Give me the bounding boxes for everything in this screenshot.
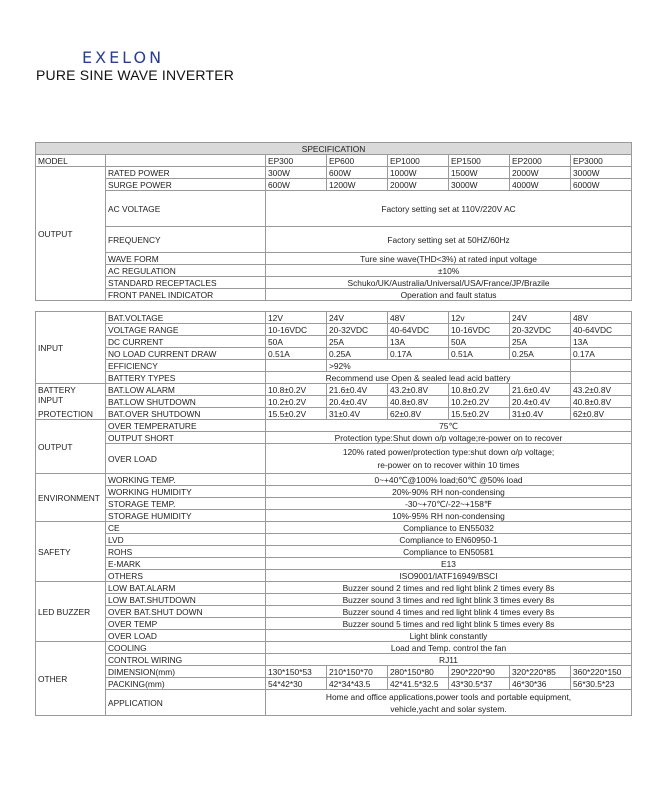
value-cell: 10-16VDC xyxy=(266,324,327,336)
row-label: E-MARK xyxy=(106,558,266,570)
spec-row xyxy=(36,396,632,408)
value-cell: 20-32VDC xyxy=(327,324,388,336)
row-label: FRONT PANEL INDICATOR xyxy=(106,289,266,301)
row-label: BAT.OVER SHUTDOWN xyxy=(106,408,266,420)
spec-row xyxy=(36,690,632,716)
spec-row xyxy=(36,420,632,432)
spec-row xyxy=(36,167,632,179)
row-label: STANDARD RECEPTACLES xyxy=(106,277,266,289)
value-cell: 13A xyxy=(571,336,632,348)
value-cell: 50A xyxy=(449,336,510,348)
row-label: OVER BAT.SHUT DOWN xyxy=(106,606,266,618)
value-cell: 10%-95% RH non-condensing xyxy=(266,510,632,522)
value-cell: 40-64VDC xyxy=(388,324,449,336)
value-cell: >92% xyxy=(327,360,571,372)
row-label: BAT.LOW ALARM xyxy=(106,384,266,396)
value-cell: 62±0.8V xyxy=(571,408,632,420)
value-cell: 21.6±0.4V xyxy=(327,384,388,396)
spec-row xyxy=(36,498,632,510)
row-label: EFFICIENCY xyxy=(106,360,266,372)
row-label: APPLICATION xyxy=(106,690,266,716)
value-cell: 62±0.8V xyxy=(388,408,449,420)
value-cell: 31±0.4V xyxy=(510,408,571,420)
row-label: OTHERS xyxy=(106,570,266,582)
value-line: Home and office applications,power tools and portable equipment, xyxy=(325,691,572,702)
value-cell: Protection type:Shut down o/p voltage;re-power on to recover xyxy=(266,432,632,444)
spec-row xyxy=(36,666,632,678)
value-cell: Buzzer sound 4 times and red light blink 4 times every 8s xyxy=(266,606,632,618)
value-cell: 3000W xyxy=(449,179,510,191)
group-label-environment: ENVIRONMENT xyxy=(36,474,106,522)
spec-row xyxy=(36,654,632,666)
value-cell: 3000W xyxy=(571,167,632,179)
value-cell: -30~+70℃/-22~+158℉ xyxy=(266,498,632,510)
value-cell: 600W xyxy=(327,167,388,179)
spec-row xyxy=(36,546,632,558)
spec-row xyxy=(36,227,632,253)
row-label: VOLTAGE RANGE xyxy=(106,324,266,336)
value-cell: 25A xyxy=(510,336,571,348)
model-cell: EP300 xyxy=(266,155,327,167)
value-cell-blank xyxy=(571,360,632,372)
row-label: STORAGE HUMIDITY xyxy=(106,510,266,522)
row-label: COOLING xyxy=(106,642,266,654)
row-label: WORKING HUMIDITY xyxy=(106,486,266,498)
value-cell: 13A xyxy=(388,336,449,348)
model-row xyxy=(36,155,632,167)
value-cell: Factory setting set at 110V/220V AC xyxy=(266,191,632,227)
value-cell-blank xyxy=(571,372,632,384)
row-label: AC VOLTAGE xyxy=(106,191,266,227)
group-label-output-protection: OUTPUT xyxy=(36,420,106,474)
value-cell: 10.2±0.2V xyxy=(449,396,510,408)
value-cell: 280*150*80 xyxy=(388,666,449,678)
group-label-input: INPUT xyxy=(36,312,106,384)
spec-row xyxy=(36,348,632,360)
value-cell: 20.4±0.4V xyxy=(510,396,571,408)
value-cell: 0.17A xyxy=(571,348,632,360)
row-label: BAT.LOW SHUTDOWN xyxy=(106,396,266,408)
model-label-blank xyxy=(106,155,266,167)
row-label: WAVE FORM xyxy=(106,253,266,265)
group-label-line: BATTERY INPUT xyxy=(38,384,76,405)
value-cell: 2000W xyxy=(510,167,571,179)
value-cell: 20%-90% RH non-condensing xyxy=(266,486,632,498)
value-cell: Schuko/UK/Australia/Universal/USA/France/JP/Brazile xyxy=(266,277,632,289)
spec-row xyxy=(36,618,632,630)
spec-row xyxy=(36,289,632,301)
group-label-battery-protection xyxy=(36,384,106,420)
spec-row xyxy=(36,510,632,522)
value-cell: 12v xyxy=(449,312,510,324)
row-label: LOW BAT.ALARM xyxy=(106,582,266,594)
value-cell: Compliance to EN50581 xyxy=(266,546,632,558)
value-cell: 43.2±0.8V xyxy=(571,384,632,396)
value-cell: 2000W xyxy=(388,179,449,191)
value-cell: Buzzer sound 5 times and red light blink 5 times every 8s xyxy=(266,618,632,630)
row-label: CE xyxy=(106,522,266,534)
page-subtitle: PURE SINE WAVE INVERTER xyxy=(36,67,235,83)
group-label-line: PROTECTION xyxy=(38,408,93,419)
row-label: FREQUENCY xyxy=(106,227,266,253)
spec-row xyxy=(36,312,632,324)
row-label: OUTPUT SHORT xyxy=(106,432,266,444)
value-cell: 10-16VDC xyxy=(449,324,510,336)
row-label: OVER LOAD xyxy=(106,444,266,474)
model-cell: EP1000 xyxy=(388,155,449,167)
value-cell-blank xyxy=(266,360,327,372)
specification-table-continued xyxy=(35,311,632,716)
value-cell: 6000W xyxy=(571,179,632,191)
value-line: 120% rated power/protection type:shut down o/p voltage; xyxy=(342,447,555,457)
value-cell: 320*220*85 xyxy=(510,666,571,678)
value-cell: ISO9001/IATF16949/BSCI xyxy=(266,570,632,582)
value-cell: 24V xyxy=(510,312,571,324)
row-label: AC REGULATION xyxy=(106,265,266,277)
spec-row xyxy=(36,522,632,534)
value-cell: 10.8±0.2V xyxy=(266,384,327,396)
spec-row xyxy=(36,336,632,348)
value-line: vehicle,yacht and solar system. xyxy=(390,703,507,714)
value-cell: 54*42*30 xyxy=(266,678,327,690)
spec-row xyxy=(36,408,632,420)
value-cell: 360*220*150 xyxy=(571,666,632,678)
spec-row xyxy=(36,570,632,582)
spec-row xyxy=(36,534,632,546)
value-cell: 0.25A xyxy=(327,348,388,360)
spec-row xyxy=(36,253,632,265)
value-cell: 48V xyxy=(388,312,449,324)
model-cell: EP2000 xyxy=(510,155,571,167)
value-cell: Factory setting set at 50HZ/60Hz xyxy=(266,227,632,253)
model-cell: EP1500 xyxy=(449,155,510,167)
spec-row xyxy=(36,384,632,396)
value-cell: 10.2±0.2V xyxy=(266,396,327,408)
value-cell: Ture sine wave(THD<3%) at rated input voltage xyxy=(266,253,632,265)
row-label: DC CURRENT xyxy=(106,336,266,348)
value-cell: 0~+40℃@100% load;60℃ @50% load xyxy=(266,474,632,486)
row-label: OVER TEMP xyxy=(106,618,266,630)
spec-row xyxy=(36,594,632,606)
row-label: RATED POWER xyxy=(106,167,266,179)
value-cell: 130*150*53 xyxy=(266,666,327,678)
value-cell: 0.17A xyxy=(388,348,449,360)
value-cell: 12V xyxy=(266,312,327,324)
spec-row xyxy=(36,277,632,289)
value-cell: 25A xyxy=(327,336,388,348)
brand-logo: EXELON xyxy=(82,48,165,67)
value-cell: 24V xyxy=(327,312,388,324)
value-cell: 40.8±0.8V xyxy=(388,396,449,408)
group-label-output: OUTPUT xyxy=(36,167,106,301)
spec-row xyxy=(36,265,632,277)
value-cell: 46*30*36 xyxy=(510,678,571,690)
specification-table xyxy=(35,142,632,301)
value-cell: 20.4±0.4V xyxy=(327,396,388,408)
row-label: OVER TEMPERATURE xyxy=(106,420,266,432)
group-label-safety: SAFETY xyxy=(36,522,106,582)
spec-row xyxy=(36,606,632,618)
model-cell: EP3000 xyxy=(571,155,632,167)
spec-header-row xyxy=(36,143,632,155)
row-label: STORAGE TEMP. xyxy=(106,498,266,510)
value-cell: 290*220*90 xyxy=(449,666,510,678)
spec-row xyxy=(36,191,632,227)
value-line: re-power on to recover within 10 times xyxy=(377,460,520,470)
row-label: LVD xyxy=(106,534,266,546)
value-cell: E13 xyxy=(266,558,632,570)
row-label: BATTERY TYPES xyxy=(106,372,266,384)
value-cell: Buzzer sound 3 times and red light blink 3 times every 8s xyxy=(266,594,632,606)
row-label: DIMENSION(mm) xyxy=(106,666,266,678)
spec-row xyxy=(36,678,632,690)
spec-row xyxy=(36,486,632,498)
spec-row xyxy=(36,642,632,654)
value-cell: 42*41.5*32.5 xyxy=(388,678,449,690)
spec-row xyxy=(36,372,632,384)
spec-row xyxy=(36,444,632,474)
value-cell: 15.5±0.2V xyxy=(266,408,327,420)
value-cell: 1200W xyxy=(327,179,388,191)
spec-row xyxy=(36,630,632,642)
spec-row xyxy=(36,324,632,336)
row-label: WORKING TEMP. xyxy=(106,474,266,486)
group-label-other: OTHER xyxy=(36,642,106,716)
value-cell: 42*34*43.5 xyxy=(327,678,388,690)
model-label: MODEL xyxy=(36,155,106,167)
row-label: PACKING(mm) xyxy=(106,678,266,690)
value-cell: 15.5±0.2V xyxy=(449,408,510,420)
value-cell: 43*30.5*37 xyxy=(449,678,510,690)
value-cell: 0.25A xyxy=(510,348,571,360)
value-cell: 1500W xyxy=(449,167,510,179)
value-cell: 40.8±0.8V xyxy=(571,396,632,408)
value-cell: 0.51A xyxy=(266,348,327,360)
spec-row xyxy=(36,582,632,594)
value-cell: Buzzer sound 2 times and red light blink 2 times every 8s xyxy=(266,582,632,594)
spec-row xyxy=(36,432,632,444)
value-cell: 600W xyxy=(266,179,327,191)
value-cell: Light blink constantly xyxy=(266,630,632,642)
spec-row xyxy=(36,558,632,570)
value-cell: 4000W xyxy=(510,179,571,191)
value-cell: 43.2±0.8V xyxy=(388,384,449,396)
value-cell: 40-64VDC xyxy=(571,324,632,336)
value-cell: Operation and fault status xyxy=(266,289,632,301)
value-cell: RJ11 xyxy=(266,654,632,666)
spec-header: SPECIFICATION xyxy=(36,143,632,155)
value-cell: 1000W xyxy=(388,167,449,179)
value-cell: Load and Temp. control the fan xyxy=(266,642,632,654)
value-cell: 10.8±0.2V xyxy=(449,384,510,396)
value-cell: 20-32VDC xyxy=(510,324,571,336)
value-cell: Compliance to EN60950-1 xyxy=(266,534,632,546)
value-cell: 300W xyxy=(266,167,327,179)
spec-row xyxy=(36,474,632,486)
model-cell: EP600 xyxy=(327,155,388,167)
value-cell: 56*30.5*23 xyxy=(571,678,632,690)
value-cell: Recommend use Open & sealed lead acid battery xyxy=(266,372,571,384)
row-label: NO LOAD CURRENT DRAW xyxy=(106,348,266,360)
value-cell: 75℃ xyxy=(266,420,632,432)
row-label: LOW BAT.SHUTDOWN xyxy=(106,594,266,606)
value-cell: 210*150*70 xyxy=(327,666,388,678)
value-cell: Compliance to EN55032 xyxy=(266,522,632,534)
value-cell xyxy=(266,690,632,716)
value-cell xyxy=(266,444,632,474)
value-cell: 48V xyxy=(571,312,632,324)
value-cell: 21.6±0.4V xyxy=(510,384,571,396)
value-cell: 31±0.4V xyxy=(327,408,388,420)
row-label: ROHS xyxy=(106,546,266,558)
spec-row xyxy=(36,179,632,191)
row-label: OVER LOAD xyxy=(106,630,266,642)
row-label: CONTROL WIRING xyxy=(106,654,266,666)
value-cell: ±10% xyxy=(266,265,632,277)
row-label: BAT.VOLTAGE xyxy=(106,312,266,324)
spec-row xyxy=(36,360,632,372)
row-label: SURGE POWER xyxy=(106,179,266,191)
value-cell: 50A xyxy=(266,336,327,348)
group-label-led-buzzer: LED BUZZER xyxy=(36,582,106,642)
value-cell: 0.51A xyxy=(449,348,510,360)
